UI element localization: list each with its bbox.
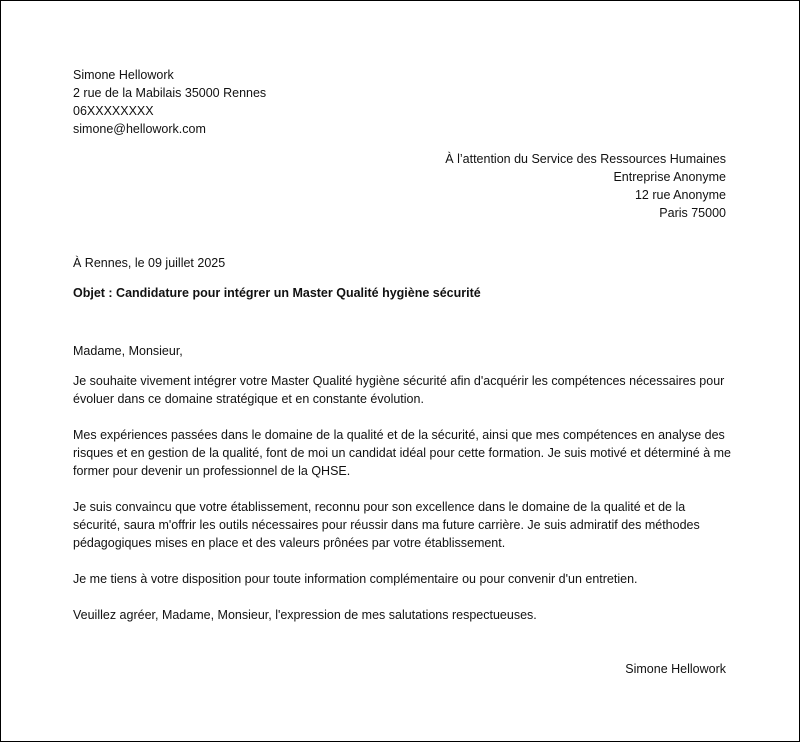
sender-name: Simone Hellowork (73, 68, 174, 82)
recipient-block (445, 150, 726, 222)
recipient-attention: À l’attention du Service des Ressources Humaines (445, 152, 726, 166)
recipient-street: 12 rue Anonyme (634, 188, 726, 202)
sender-email: simone@hellowork.com (73, 122, 206, 136)
signature: Simone Hellowork (625, 662, 726, 676)
recipient-city: Paris 75000 (659, 206, 726, 220)
salutation: Madame, Monsieur, (73, 344, 183, 358)
paragraph-school: Je suis convaincu que votre établissement, reconnu pour son excellence dans le domaine de la qualité et de la sécurité, saura m'offrir les outils nécessaires pour réussir dans ma future carrière. Je suis admiratif des méthodes pédagogiques mises en place et des valeurs prônées par votre établissement. (73, 500, 700, 550)
letter-subject: Objet : Candidature pour intégrer un Master Qualité hygiène sécurité (73, 286, 481, 300)
recipient-company: Entreprise Anonyme (613, 170, 726, 184)
place-date: À Rennes, le 09 juillet 2025 (73, 256, 226, 270)
sender-address: 2 rue de la Mabilais 35000 Rennes (73, 86, 267, 100)
paragraph-closing: Veuillez agréer, Madame, Monsieur, l'expression de mes salutations respectueuses. (73, 608, 537, 622)
paragraph-motivation: Je souhaite vivement intégrer votre Master Qualité hygiène sécurité afin d'acquérir les compétences nécessaires pour évoluer dans ce domaine stratégique et en constante évolution. (73, 374, 725, 406)
paragraph-availability: Je me tiens à votre disposition pour toute information complémentaire ou pour convenir d'un entretien. (73, 572, 638, 586)
sender-phone: 06XXXXXXXX (73, 104, 154, 118)
sender-block (73, 66, 266, 138)
paragraph-experience: Mes expériences passées dans le domaine de la qualité et de la sécurité, ainsi que mes compétences en analyse des risques et en gestion de la qualité, font de moi un candidat idéal pour cette formation. Je suis motivé et déterminé à me former pour devenir un professionnel de la QHSE. (73, 428, 732, 478)
letter-body (73, 342, 733, 642)
